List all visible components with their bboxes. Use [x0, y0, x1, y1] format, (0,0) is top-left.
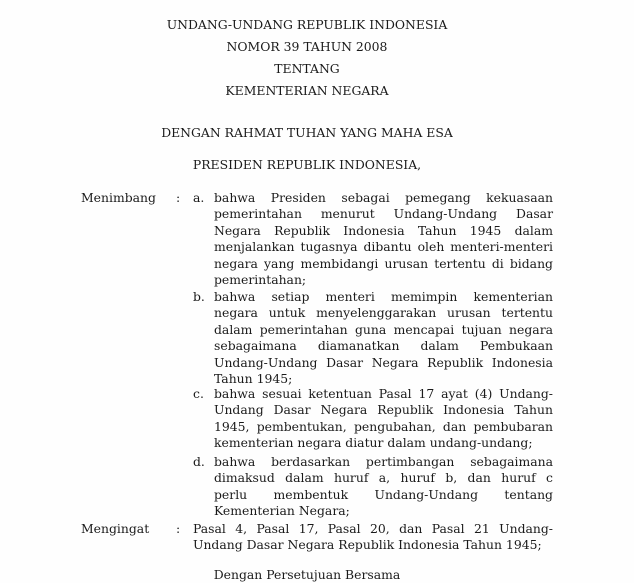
- item-line: 1945, pembentukan, pengubahan, dan pembubaran: [214, 418, 553, 434]
- item-line: Kementerian Negara;: [214, 503, 350, 519]
- item-line: bahwa setiap menteri memimpin kementerian: [214, 289, 553, 304]
- mengingat-colon: :: [176, 521, 181, 536]
- approval-phrase: Dengan Persetujuan Bersama: [213, 567, 401, 582]
- item-line: Undang Dasar Negara Republik Indonesia Tahun: [214, 402, 553, 418]
- item-marker-d: d.: [193, 454, 205, 469]
- item-line: bahwa Presiden sebagai pemegang kekuasaan: [214, 190, 553, 205]
- item-text-c: [214, 386, 553, 452]
- item-line: negara untuk menyelenggarakan urusan tertentu: [214, 305, 553, 321]
- item-marker-b: b.: [193, 289, 205, 304]
- president-heading: PRESIDEN REPUBLIK INDONESIA,: [192, 157, 422, 172]
- item-line: dalam pemerintahan guna mencapai tujuan negara: [214, 321, 553, 337]
- item-line: sebagaimana diamanatkan dalam Pembukaan: [214, 338, 553, 354]
- mengingat-label: Mengingat: [81, 521, 150, 536]
- item-text-b: [214, 289, 553, 387]
- law-number: NOMOR 39 TAHUN 2008: [226, 39, 388, 54]
- item-line: menjalankan tugasnya dibantu oleh menteri-menteri: [214, 239, 553, 255]
- mengingat-text: [193, 521, 553, 554]
- item-line: dimaksud dalam huruf a, huruf b, dan huruf c: [214, 470, 553, 486]
- law-subject: KEMENTERIAN NEGARA: [225, 83, 389, 98]
- menimbang-colon: :: [176, 190, 181, 205]
- item-text-a: [214, 190, 553, 288]
- mengingat-line: Undang Dasar Negara Republik Indonesia Tahun 1945;: [193, 537, 542, 553]
- item-marker-c: c.: [193, 386, 204, 401]
- item-text-d: [214, 454, 553, 520]
- item-line: kementerian negara diatur dalam undang-undang;: [214, 435, 533, 451]
- item-line: Undang-Undang Dasar Negara Republik Indonesia: [214, 354, 553, 370]
- item-line: bahwa berdasarkan pertimbangan sebagaimana: [214, 454, 553, 469]
- item-line: pemerintahan menurut Undang-Undang Dasar: [214, 206, 553, 222]
- law-title: UNDANG-UNDANG REPUBLIK INDONESIA: [166, 17, 448, 32]
- item-line: perlu membentuk Undang-Undang tentang: [214, 486, 553, 502]
- menimbang-label: Menimbang: [81, 190, 156, 205]
- item-line: pemerintahan;: [214, 271, 307, 287]
- law-about: TENTANG: [274, 61, 340, 76]
- grace-phrase: DENGAN RAHMAT TUHAN YANG MAHA ESA: [161, 125, 453, 140]
- item-line: negara yang membidangi urusan tertentu di bidang: [214, 255, 553, 271]
- item-marker-a: a.: [193, 190, 205, 205]
- item-line: Negara Republik Indonesia Tahun 1945 dalam: [214, 222, 553, 238]
- item-line: Tahun 1945;: [214, 370, 293, 386]
- item-line: bahwa sesuai ketentuan Pasal 17 ayat (4) Undang-: [214, 386, 553, 401]
- mengingat-line: Pasal 4, Pasal 17, Pasal 20, dan Pasal 21 Undang-: [193, 521, 553, 536]
